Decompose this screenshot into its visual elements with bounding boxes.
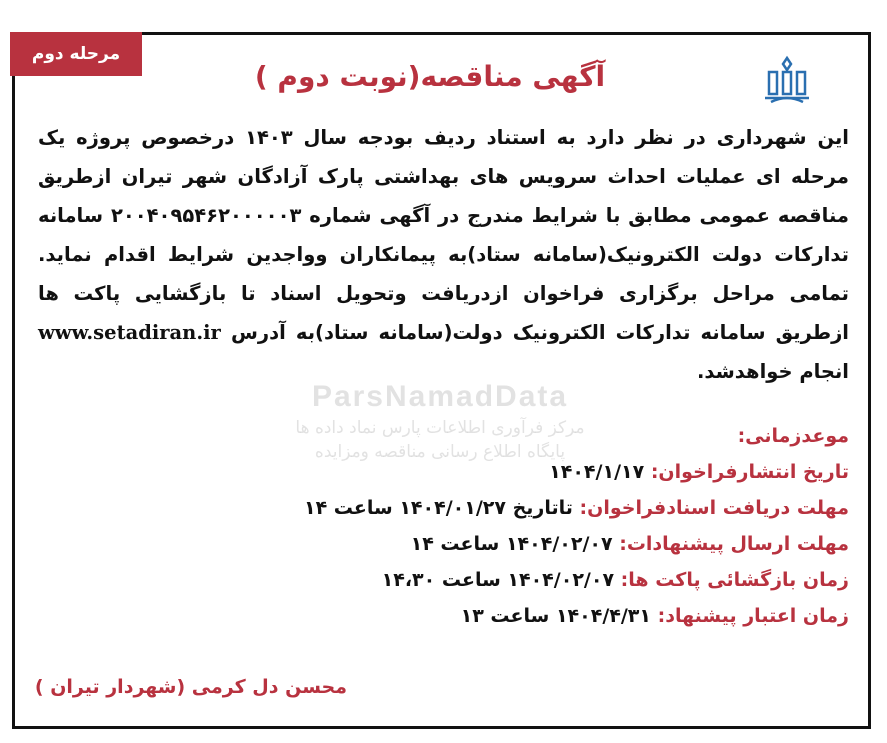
schedule-row-publish xyxy=(129,454,849,490)
page-title: آگهی مناقصه(نوبت دوم ) xyxy=(254,60,606,93)
schedule-row-receive-docs xyxy=(129,490,849,526)
schedule-value: ۱۴۰۴/۴/۳۱ ساعت ۱۳ xyxy=(460,605,651,627)
watermark-line1: مرکز فرآوری اطلاعات پارس نماد داده ها xyxy=(295,418,585,438)
schedule-label: تاریخ انتشارفراخوان: xyxy=(650,461,849,483)
schedule-label: زمان اعتبار پیشنهاد: xyxy=(657,605,849,627)
schedule-label: مهلت دریافت اسنادفراخوان: xyxy=(579,497,849,519)
schedule-value: ۱۴۰۴/۰۲/۰۷ ساعت ۱۴ xyxy=(410,533,613,555)
website-url: www.setadiran.ir xyxy=(38,321,221,344)
schedule xyxy=(129,418,849,634)
stage-badge: مرحله دوم xyxy=(10,32,142,76)
schedule-label: مهلت ارسال پیشنهادات: xyxy=(619,533,849,555)
schedule-value: تاتاریخ ۱۴۰۴/۰۱/۲۷ ساعت ۱۴ xyxy=(303,497,573,519)
watermark-line2: پایگاه اطلاع رسانی مناقصه ومزایده xyxy=(314,442,566,462)
watermark-brand: ParsNamadData xyxy=(311,380,569,413)
schedule-label: زمان بازگشائی پاکت ها: xyxy=(620,569,849,591)
signature: محسن دل کرمی (شهردار تیران ) xyxy=(34,676,347,698)
schedule-row-validity xyxy=(129,598,849,634)
schedule-value: ۱۴۰۴/۰۲/۰۷ ساعت ۱۴،۳۰ xyxy=(381,569,615,591)
municipality-logo-icon xyxy=(761,54,813,106)
schedule-row-opening xyxy=(129,562,849,598)
notice-text: این شهرداری در نظر دارد به استناد ردیف بودجه سال ۱۴۰۳ درخصوص پروژه یک مرحله ای عملیات احداث سرویس های بهداشتی پارک آزادگان شهر تیران ازطریق مناقصه عمومی مطابق با شرایط مندرج در آگهی شماره ۲۰۰۴۰۹۵۴۶۲۰۰۰۰۰۳ سامانه تدارکات دولت الکترونیک(سامانه ستاد)به پیمانکاران وواجدین شرایط اقدام نماید. تمامی مراحل برگزاری فراخوان ازدریافت وتحویل اسناد تا بازگشایی پاکت ها ازطریق سامانه تدارکات الکترونیک دولت(سامانه ستاد)به آدرس xyxy=(38,126,849,344)
schedule-row-submit xyxy=(129,526,849,562)
schedule-heading: موعدزمانی: xyxy=(737,425,849,447)
notice-body xyxy=(38,118,849,391)
schedule-value: ۱۴۰۴/۱/۱۷ xyxy=(549,461,645,483)
notice-closing: انجام خواهدشد. xyxy=(696,360,849,383)
